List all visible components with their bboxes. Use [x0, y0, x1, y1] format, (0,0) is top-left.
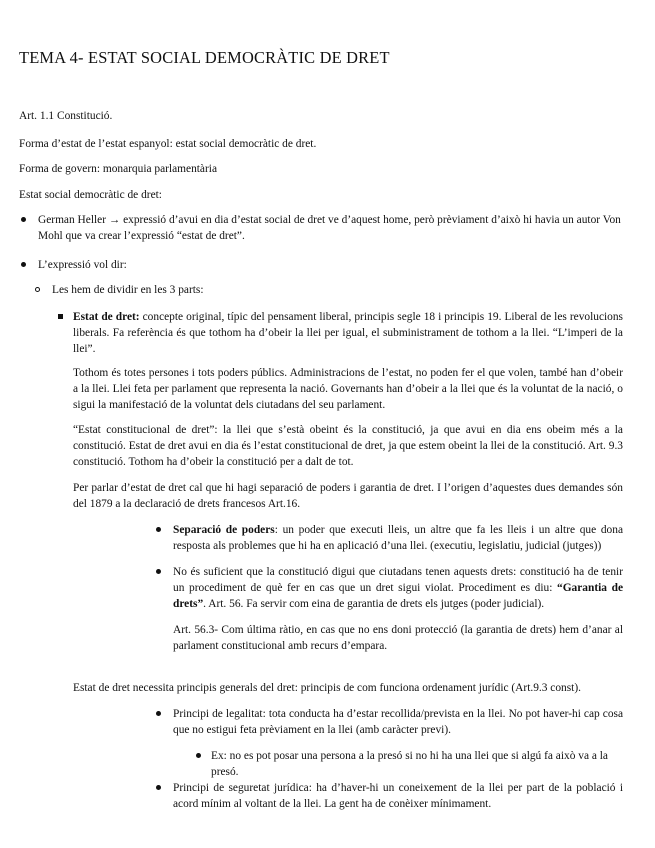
necessita-line: Estat de dret necessita principis generals del dret: principis de com funciona ordenament jurídic (Art.9.3 const).: [73, 682, 581, 694]
forma-govern-line: Forma de govern: monarquia parlamentària: [19, 163, 217, 175]
parlar-paragraph: Per parlar d’estat de dret cal que hi hagi separació de poders i garantia de dret. I l’origen d’aquestes dues demandes són del 1879 a la declaració de drets francesos Art.16.: [73, 482, 623, 510]
heller-paragraph: German Heller → expressió d’avui en dia d’estat social de dret ve d’aquest home, però prèviament d’això hi havia un autor Von Mohl que va crear l’expressió “estat de dret”.: [38, 214, 621, 242]
separacio-paragraph: [173, 522, 623, 554]
estat-dret-text: concepte original, típic del pensament liberal, principis segle 18 i principis 19. Liberal de les revolucions liberals. Fa referència és que tothom ha d’obeir la llei per igual, el subministrament de tothom a la llei. “L’imperi de la llei”.: [73, 311, 623, 355]
suficient-text: No és suficient que la constitució digui que ciutadans tenen aquests drets: constitució ha de tenir un procediment de què fer en cas que un dret sigui violat. Procediment es diu:: [173, 566, 623, 594]
dividir-line: Les hem de dividir en les 3 parts:: [52, 284, 204, 296]
art-line: Art. 1.1 Constitució.: [19, 110, 113, 122]
suficient-paragraph: [173, 564, 623, 612]
expressio-line: L’expressió vol dir:: [38, 259, 127, 271]
estat-dret-label: Estat de dret:: [73, 311, 140, 323]
estat-social-line: Estat social democràtic de dret:: [19, 189, 162, 201]
separacio-text: : un poder que executi lleis, un altre que fa les lleis i un altre que dona resposta als problemes que hi ha en aplicació d’una llei. (executiu, legislatiu, judicial (jutges)): [173, 524, 623, 552]
forma-estat-line: Forma d’estat de l’estat espanyol: estat social democràtic de dret.: [19, 138, 317, 150]
page-title: TEMA 4- ESTAT SOCIAL DEMOCRÀTIC DE DRET: [19, 48, 390, 67]
constitucional-paragraph: “Estat constitucional de dret”: la llei que s’està obeint és la constitució, ja que avui en dia ens obeim més a la constitució. Estat de dret avui en dia és l’estat constitucional de dret, ja que estem obeint la llei de la constitució. Art. 9.3 constitució. Tothom ha d’obeir la constitució per a dalt de tot.: [73, 424, 623, 468]
seguretat-paragraph: Principi de seguretat jurídica: ha d’haver-hi un coneixement de la llei per part de la població i acord mínim al voltant de la llei. La gent ha de conèixer mínimament.: [173, 782, 623, 810]
exemple-paragraph: Ex: no es pot posar una persona a la presó si no hi ha una llei que si algú fa això va a la presó.: [211, 750, 608, 778]
art56-paragraph: Art. 56.3- Com última ràtio, en cas que no ens doni protecció (la garantia de drets) hem d’anar al parlament constitucional amb recurs d’empara.: [173, 624, 623, 652]
suficient-tail: . Art. 56. Fa servir com eina de garantia de drets els jutges (poder judicial).: [203, 598, 545, 610]
garantia-label: “Garantia de drets”: [173, 582, 623, 610]
tothom-paragraph: Tothom és totes persones i tots poders públics. Administracions de l’estat, no poden fer el que volen, també han d’obeir a la llei. Llei feta per parlament que representa la nació. Governants han d’obeir a la llei que és la voluntat de la nació, o sigui la manifestació de la voluntat dels ciutadans del seu parlament.: [73, 367, 623, 411]
estat-dret-paragraph: [73, 309, 623, 357]
legalitat-paragraph: Principi de legalitat: tota conducta ha d’estar recollida/prevista en la llei. No pot haver-hi cap cosa que no estigui feta prèviament en la llei (amb caràcter previ).: [173, 708, 623, 736]
separacio-label: Separació de poders: [173, 524, 275, 536]
